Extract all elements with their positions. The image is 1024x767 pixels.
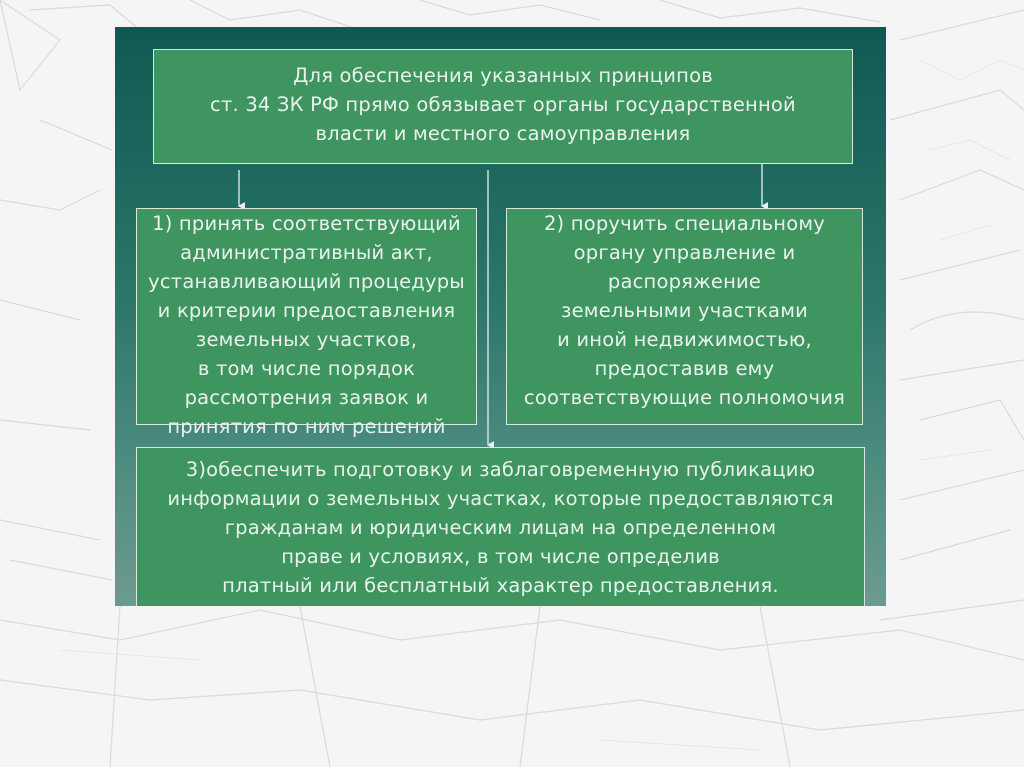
slide-panel xyxy=(115,27,886,606)
top-box xyxy=(153,49,853,164)
right-box xyxy=(506,208,863,425)
left-box-text: 1) принять соответствующий административный акт, устанавливающий процедуры и критерии предоставления земельных участков, в том числе порядок рассмотрения заявок и принятия по ним решений xyxy=(148,212,465,438)
right-box-text: 2) поручить специальному органу управление и распоряжение земельными участками и иной недвижимостью, предоставив ему соответствующие полномочия xyxy=(523,212,846,409)
left-box xyxy=(136,208,477,438)
top-box-text: Для обеспечения указанных принципов ст. 34 ЗК РФ прямо обязывает органы государственной власти и местного самоуправления xyxy=(210,64,796,145)
bottom-box xyxy=(136,447,865,606)
bottom-box-text: 3)обеспечить подготовку и заблаговременную публикацию информации о земельных участках, которые предоставляются гражданам и юридическим лицам на определенном праве и условиях, в том числе определив платный или бесплатный характер предоставления. xyxy=(167,458,834,597)
